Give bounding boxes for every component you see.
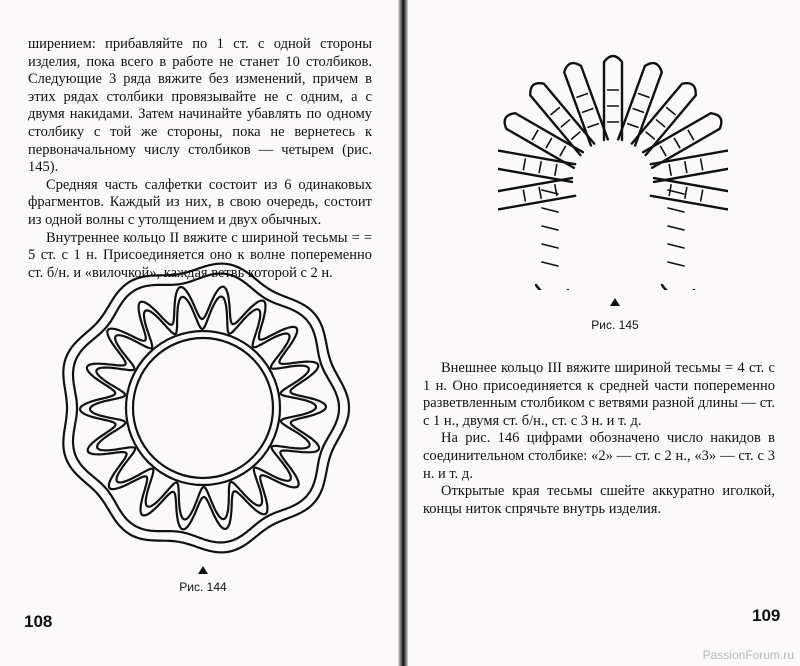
braid-petal-10 (651, 151, 728, 182)
book-gutter (398, 0, 408, 666)
braid-stitch-mark (701, 159, 703, 170)
braid-stitch-mark (661, 146, 666, 155)
braid-right-end (662, 285, 694, 290)
braid-stitch-mark (646, 132, 654, 139)
braid-stitch-mark (656, 120, 664, 127)
braid-stitch-mark (588, 124, 598, 128)
braid-stitch-mark (561, 120, 569, 127)
right-page-text (423, 360, 775, 518)
figure-145-marker (610, 298, 620, 306)
braid-stitch-mark (551, 108, 559, 115)
braid-stitch-mark (539, 162, 541, 173)
figure-144-caption: Рис. 144 (179, 580, 227, 594)
left-paragraph-2: Средняя часть салфетки состоит из 6 одинаковых фрагментов. Каждый из них, в свою очередь, состоит из одной волны с утолщением и двух обычных. (28, 176, 372, 228)
braid-stitch-mark (701, 190, 703, 201)
figure-144-doily-diagram (53, 258, 353, 558)
braid-stitch-mark (555, 165, 557, 176)
braid-left-end (536, 285, 568, 290)
braid-leg-stitch (542, 226, 558, 230)
braid-petal-6 (604, 56, 622, 140)
braid-leg-stitch (542, 244, 558, 248)
braid-stitch-mark (560, 146, 565, 155)
braid-stitch-mark (628, 124, 638, 128)
braid-leg-stitch (542, 262, 558, 266)
doily-middle-wave-outer (80, 287, 326, 530)
braid-stitch-mark (669, 165, 671, 176)
braid-stitch-mark (685, 162, 687, 173)
right-page-number: 109 (752, 606, 781, 625)
left-paragraph-3: Внутреннее кольцо II вяжите с шириной тесьмы = = 5 ст. с 1 н. Присоединяется оно к волне попеременно ст. б/н. и «вилочкой», каждая ветвь которой с 2 н. (28, 229, 372, 281)
braid-petal-5 (564, 63, 608, 145)
braid-stitch-mark (633, 109, 643, 113)
braid-stitch-mark (639, 94, 649, 98)
doily-inner-ring-inner (133, 338, 273, 478)
braid-stitch-mark (532, 130, 537, 139)
braid-stitch-mark (539, 188, 541, 199)
left-page-text (28, 36, 372, 282)
figure-145-braid-diagram (498, 30, 728, 290)
braid-stitch-mark (583, 109, 593, 113)
braid-stitch-mark (523, 159, 525, 170)
figure-145-caption: Рис. 145 (591, 318, 639, 332)
braid-stitch-mark (546, 138, 551, 147)
braid-leg-stitch (542, 208, 558, 212)
right-paragraph-3: Открытые края тесьмы сшейте аккуратно иголкой, концы ниток спрячьте внутрь изделия. (423, 483, 775, 517)
right-paragraph-1: Внешнее кольцо III вяжите шириной тесьмы = 4 ст. с 1 н. Оно присоединяется к средней части попеременно разветвленным столбиком с ветвями разной длины — ст. с 1 н., двумя ст. б/н., ст. с 3 н. и т. д. (423, 360, 775, 429)
right-paragraph-2: На рис. 146 цифрами обозначено число накидов в соединительном столбике: «2» — ст. с 2 н., «3» — ст. с 3 н. и т. д. (423, 430, 775, 482)
doily-inner-ring-outer (126, 331, 280, 485)
figure-144-marker (198, 566, 208, 574)
braid-stitch-mark (674, 138, 679, 147)
braid-stitch-mark (667, 108, 675, 115)
braid-petal-1 (498, 178, 575, 209)
left-page-number: 108 (24, 612, 53, 631)
braid-stitch-mark (685, 188, 687, 199)
braid-leg-stitch (668, 208, 684, 212)
left-paragraph-1: ширением: прибавляйте по 1 ст. с одной стороны изделия, пока всего в работе не станет 10 столбиков. Следующие 3 ряда вяжите без изменений, причем в этих рядах столбики провязывайте не с одним, а с двумя накидами. Затем начинайте убавлять по одному столбику с той же стороны, пока не вернетесь к первоначальному числу столбиков — четырем (рис. 145). (28, 36, 372, 176)
doily-outer-scallop-line (63, 264, 349, 553)
watermark: PassionForum.ru (702, 648, 794, 662)
braid-leg-stitch (668, 262, 684, 266)
braid-petal-2 (498, 151, 575, 182)
braid-leg-stitch (668, 244, 684, 248)
braid-stitch-mark (572, 132, 580, 139)
braid-leg-stitch (668, 226, 684, 230)
braid-stitch-mark (577, 94, 587, 98)
braid-stitch-mark (688, 130, 693, 139)
braid-petal-11 (651, 178, 728, 209)
braid-stitch-mark (523, 190, 525, 201)
